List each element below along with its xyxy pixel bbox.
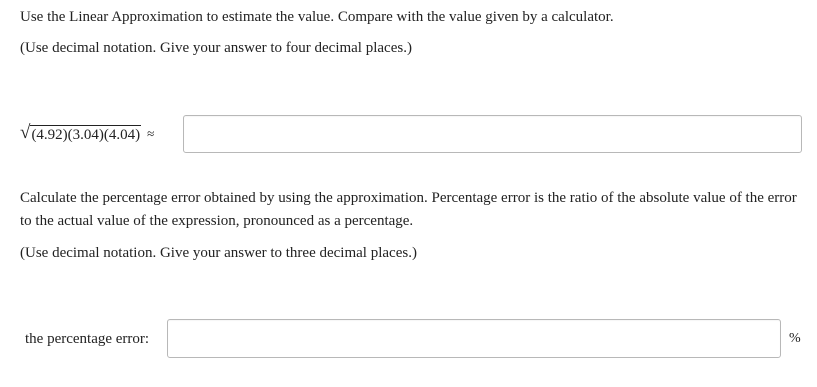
decimal-note-three-places: (Use decimal notation. Give your answer to three decimal places.): [20, 245, 417, 261]
approx-symbol: ≈: [147, 126, 155, 141]
percentage-error-instruction: Calculate the percentage error obtained by using the approximation. Percentage error is the ratio of the absolute value of the error to the actual value of the expression, pronounced as a percentage.: [20, 190, 797, 229]
instruction-text: Use the Linear Approximation to estimate the value. Compare with the value given by a calculator.: [20, 9, 614, 25]
percentage-error-input[interactable]: [167, 319, 781, 358]
percent-unit: %: [789, 331, 801, 346]
approximation-input[interactable]: [183, 115, 802, 153]
percentage-error-label: the percentage error:: [25, 331, 150, 347]
square-root-icon: √: [20, 122, 31, 143]
decimal-note-four-places: (Use decimal notation. Give your answer to four decimal places.): [20, 40, 412, 56]
sqrt-expression: [20, 123, 154, 145]
radicand: (4.92)(3.04)(4.04): [31, 127, 141, 143]
